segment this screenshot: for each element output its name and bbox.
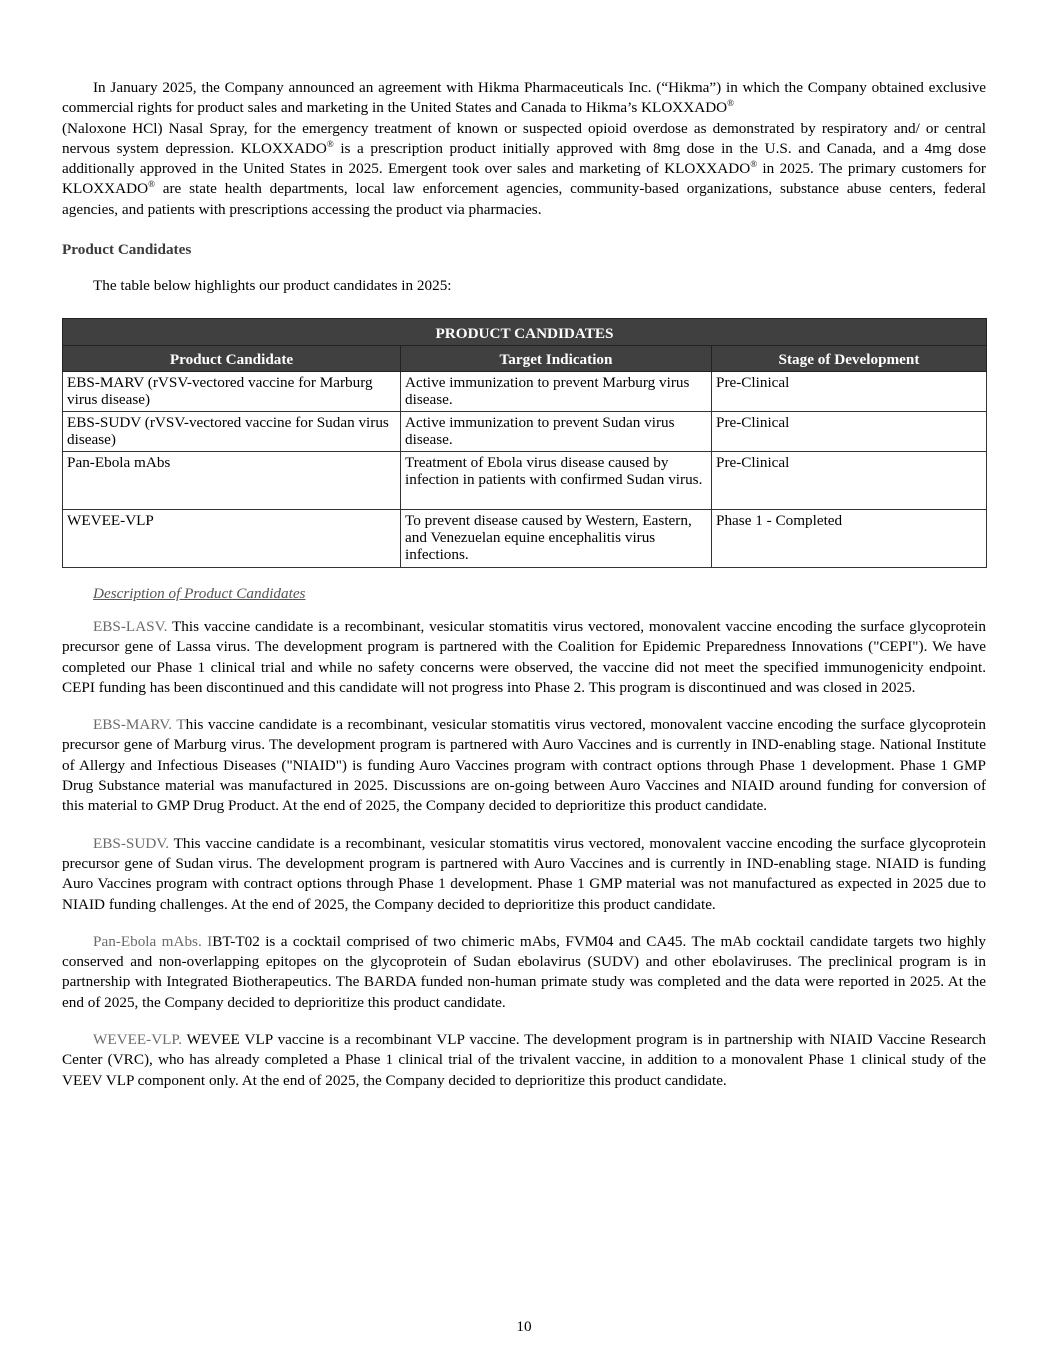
cell-candidate: EBS-SUDV (rVSV-vectored vaccine for Sudan virus disease) <box>63 411 401 451</box>
table-row <box>63 451 987 509</box>
document-page <box>62 78 986 1108</box>
cell-indication: Active immunization to prevent Sudan virus disease. <box>401 411 712 451</box>
cell-indication: Treatment of Ebola virus disease caused by infection in patients with confirmed Sudan virus. <box>401 451 712 509</box>
column-header-product-candidate: Product Candidate <box>63 345 401 371</box>
description-ebs-marv <box>62 715 986 816</box>
intro-text: are state health departments, local law enforcement agencies, community-based organizations, substance abuse centers, federal agencies, and patients with prescriptions accessing the product via pharmacies. <box>62 180 986 218</box>
description-text: This vaccine candidate is a recombinant, vesicular stomatitis virus vectored, monovalent vaccine encoding the surface glycoprotein precursor gene of Lassa virus. The development program is partnered with the Coalition for Epidemic Preparedness Innovations ("CEPI"). We have completed our Phase 1 clinical trial and while no safety concerns were observed, the vaccine did not meet the specified immunogenicity endpoint. CEPI funding has been discontinued and this candidate will not progress into Phase 2. This program is discontinued and was closed in 2025. <box>62 617 986 696</box>
registered-mark: ® <box>727 98 734 109</box>
table-row <box>63 411 987 451</box>
table-row <box>63 371 987 411</box>
page-number: 10 <box>516 1318 532 1335</box>
description-ebs-lasv <box>62 617 986 698</box>
cell-candidate: WEVEE-VLP <box>63 509 401 567</box>
description-text: BT-T02 is a cocktail comprised of two chimeric mAbs, FVM04 and CA45. The mAb cocktail candidate targets two highly conserved and non-overlapping epitopes on the glycoprotein of Sudan ebolavirus (SUDV) and other ebolaviruses. The preclinical program is in partnership with Integrated Biotherapeutics. The BARDA funded non-human primate study was completed and the data were reported in 2025. At the end of 2025, the Company decided to deprioritize this product candidate. <box>62 932 987 1011</box>
cell-stage: Pre-Clinical <box>712 411 987 451</box>
cell-stage: Phase 1 - Completed <box>712 509 987 567</box>
column-header-target-indication: Target Indication <box>401 345 712 371</box>
cell-candidate: EBS-MARV (rVSV-vectored vaccine for Marburg virus disease) <box>63 371 401 411</box>
description-text: This vaccine candidate is a recombinant, vesicular stomatitis virus vectored, monovalent vaccine encoding the surface glycoprotein precursor gene of Sudan virus. The development program is partnered with Auro Vaccines and is currently in IND-enabling stage. NIAID is funding Auro Vaccines program with contract options through Phase 1 development. Phase 1 GMP material was not manufactured as expected in 2025 due to NIAID funding challenges. At the end of 2025, the Company decided to deprioritize this product candidate. <box>62 834 986 913</box>
description-term: EBS-SUDV. <box>93 834 170 852</box>
description-term: EBS-MARV. T <box>93 716 186 734</box>
registered-mark: ® <box>148 179 155 190</box>
cell-stage: Pre-Clinical <box>712 371 987 411</box>
description-term: EBS-LASV. <box>93 617 168 635</box>
description-term: WEVEE-VLP. <box>93 1031 182 1049</box>
registered-mark: ® <box>326 138 334 149</box>
description-text: WEVEE VLP vaccine is a recombinant VLP vaccine. The development program is in partnership with NIAID Vaccine Research Center (VRC), who has already completed a Phase 1 clinical trial of the trivalent vaccine, in addition to a monovalent Phase 1 clinical study of the VEEV VLP component only. At the end of 2025, the Company decided to deprioritize this product candidate. <box>62 1031 986 1089</box>
table-header-row <box>63 345 987 371</box>
table-title-row <box>63 318 987 345</box>
product-candidates-table <box>62 318 987 568</box>
description-term: Pan-Ebola mAbs. I <box>93 932 213 950</box>
table-row <box>63 509 987 567</box>
cell-candidate: Pan-Ebola mAbs <box>63 451 401 509</box>
intro-text: is a prescription product initially approved with 8mg dose in the U.S. and Canada, and a 4mg dose additionally approved in the United States in 2025. Emergent took over sales and marketing of KLOXXADO <box>62 139 986 178</box>
table-title: PRODUCT CANDIDATES <box>63 318 987 345</box>
registered-mark: ® <box>750 159 758 170</box>
intro-text: In January 2025, the Company announced an agreement with Hikma Pharmaceuticals Inc. (“Hikma”) in which the Company obtained exclusive commercial rights for product sales and marketing in the United States and Canada to Hikma’s KLOXXADO <box>62 79 986 117</box>
table-lead-sentence: The table below highlights our product candidates in 2025: <box>93 277 452 295</box>
description-text: his vaccine candidate is a recombinant, vesicular stomatitis virus vectored, monovalent vaccine encoding the surface glycoprotein precursor gene of Marburg virus. The development program is partnered with Auro Vaccines and is currently in IND-enabling stage. National Institute of Allergy and Infectious Diseases ("NIAID") is funding Auro Vaccines program with contract options through Phase 1 development. Phase 1 GMP Drug Substance material was manufactured in 2025. Discussions are on-going between Auro Vaccines and NIAID around funding for conversion of this material to GMP Drug Product. At the end of 2025, the Company decided to deprioritize this product candidate. <box>62 716 986 815</box>
description-pan-ebola <box>62 932 986 1013</box>
column-header-stage: Stage of Development <box>712 345 987 371</box>
description-ebs-sudv <box>62 834 986 915</box>
intro-paragraph <box>62 78 986 220</box>
intro-text: in 2025. The primary customers for KLOXXADO <box>62 160 986 198</box>
cell-stage: Pre-Clinical <box>712 451 987 509</box>
cell-indication: Active immunization to prevent Marburg virus disease. <box>401 371 712 411</box>
intro-text: (Naloxone HCl) Nasal Spray, for the emergency treatment of known or suspected opioid overdose as demonstrated by respiratory and/ or central nervous system depression. KLOXXADO <box>62 119 986 157</box>
description-wevee-vlp <box>62 1030 986 1091</box>
descriptions-title: Description of Product Candidates <box>93 584 306 602</box>
section-heading: Product Candidates <box>62 241 192 259</box>
cell-indication: To prevent disease caused by Western, Eastern, and Venezuelan equine encephalitis virus infections. <box>401 509 712 567</box>
